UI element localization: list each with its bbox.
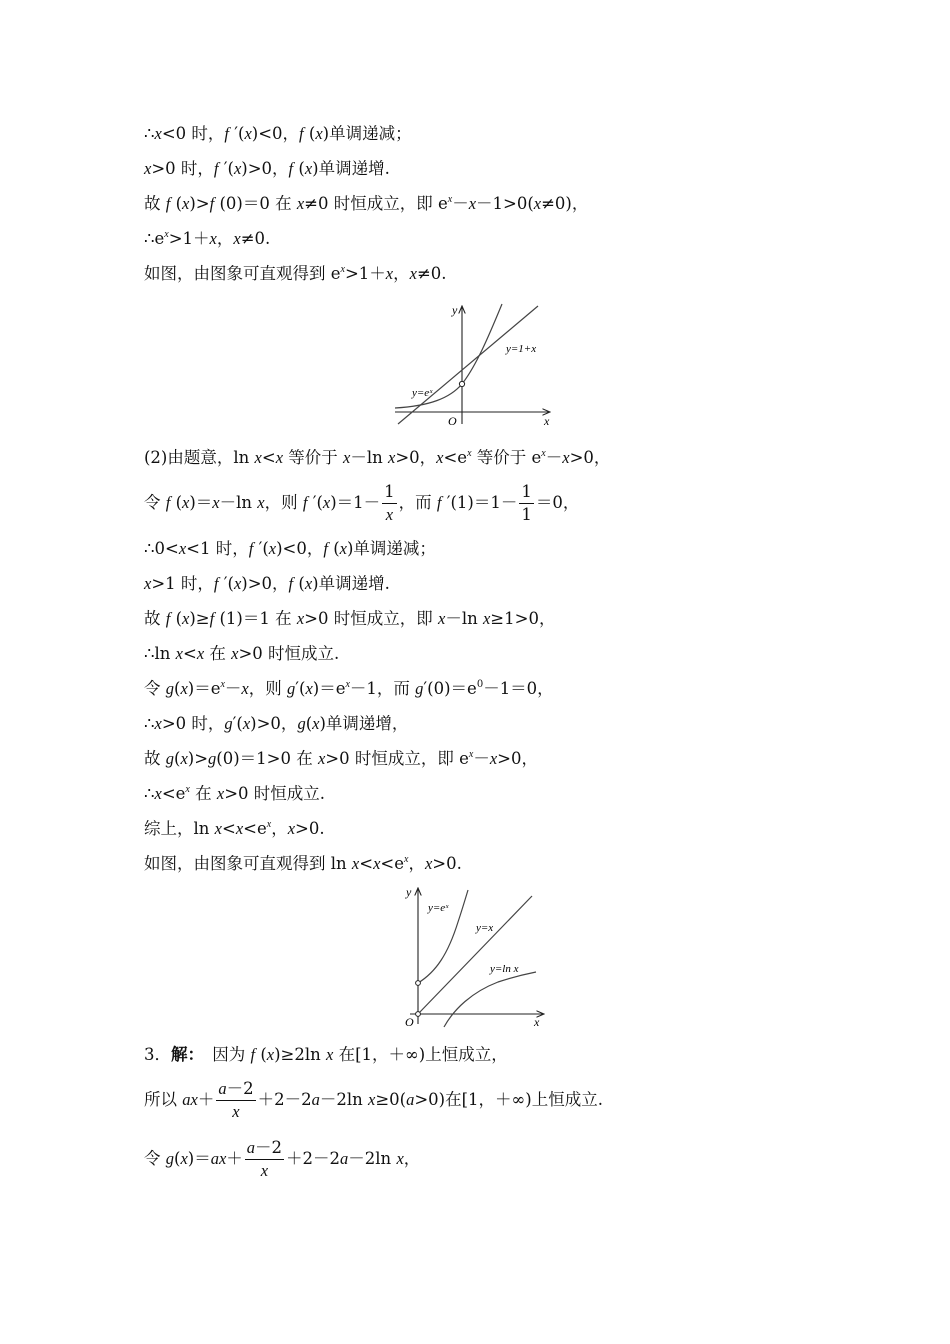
y-axis-label: y <box>452 303 458 317</box>
proof-line-10: 故 f (x)≥f (1)＝1 在 x>0 时恒成立，即 x－ln x≥1>0， <box>144 609 556 628</box>
exp-intercept <box>416 981 421 986</box>
proof-line-13: ∴x>0 时，g′(x)>0，g(x)单调递增， <box>144 714 409 733</box>
proof-line-6: (2)由题意，ln x<x 等价于 x－ln x>0，$x<e^x$ 等价于 $e^x-x>0$， <box>144 448 611 467</box>
ln-curve <box>444 972 536 1027</box>
proof-line-15: $\therefore x<e^x$ 在 x>0 时恒成立. <box>144 784 326 803</box>
y-axis-label: y <box>406 885 412 899</box>
proof-line-2: x>0 时，f ′(x)>0，f (x)单调递增. <box>144 159 390 178</box>
proof-line-5: 如图，由图象可直观得到 $e^x>1+x$，x≠0. <box>144 264 447 283</box>
curve-label: y=eˣ <box>412 387 433 399</box>
x-axis-label: x <box>544 414 550 428</box>
figure-ln-x-exp <box>398 884 550 1030</box>
x-axis-label: x <box>534 1015 540 1029</box>
proof-line-3: 故 f (x)>f (0)＝0 在 x≠0 时恒成立，即 $e^x-x-1>0(x\ne 0)$， <box>144 194 589 213</box>
proof-line-12: 令 $g(x)=e^x-x$，则 $g'(x)=e^x-1$，而 $g'(0)=e^0-1=0$， <box>144 679 554 698</box>
ln-label: y=ln x <box>490 963 519 975</box>
proof-line-16: 综上，$\ln x<x<e^x$，x>0. <box>144 819 325 838</box>
proof-line-14: 故 g(x)>g(0)＝1>0 在 x>0 时恒成立，即 $e^x-x>0$， <box>144 749 538 768</box>
origin-point <box>416 1012 421 1017</box>
proof-line-1: ∴x<0 时，f ′(x)<0，f (x)单调递减； <box>144 124 412 143</box>
proof-line-11: ∴ln x<x 在 x>0 时恒成立. <box>144 644 340 663</box>
proof-line-8: ∴0<x<1 时，f ′(x)<0，f (x)单调递减； <box>144 539 436 558</box>
proof-line-19: 所以 ax＋ $\frac{a-2}{x}$ ＋2－2a－2ln x≥0(a>0)在[1，＋∞)上恒成立. <box>144 1079 603 1121</box>
origin-label: O <box>405 1015 414 1029</box>
proof-line-17: 如图，由图象可直观得到 $\ln x<x<e^x$，x>0. <box>144 854 462 873</box>
figure-exp-vs-line <box>390 298 560 432</box>
proof-line-7: 令 f (x)＝x－ln x，则 f ′(x)＝1－ $\frac{1}{x}$ ，而 f ′(1)＝1－ $\frac{1}{1}$ ＝0， <box>144 482 580 524</box>
tangent-point <box>459 381 464 386</box>
proof-line-20: 令 g(x)＝ax＋ $\frac{a-2}{x}$ ＋2－2a－2ln x， <box>144 1138 421 1180</box>
origin-label: O <box>448 414 457 428</box>
proof-line-9: x>1 时，f ′(x)>0，f (x)单调递增. <box>144 574 390 593</box>
tangent-line <box>398 306 538 424</box>
identity-label: y=x <box>476 922 494 934</box>
proof-line-4: $\therefore e^x>1+x$，x≠0. <box>144 229 271 248</box>
proof-line-18: 3．解： 因为 f (x)≥2ln x 在[1，＋∞)上恒成立， <box>144 1045 508 1064</box>
exp-label: y=eˣ <box>428 902 449 914</box>
line-label: y=1+x <box>506 343 537 355</box>
